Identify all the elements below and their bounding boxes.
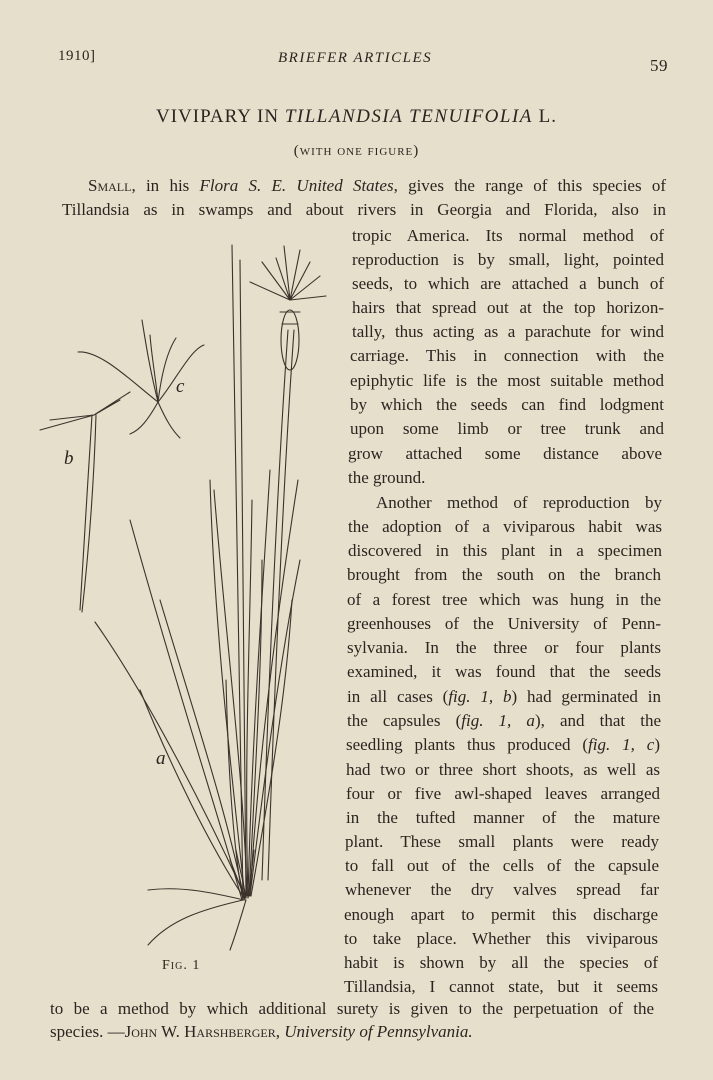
- text-line: whenever the dry valves spread far: [345, 880, 659, 899]
- text-line: greenhouses of the University of Penn-: [347, 614, 661, 633]
- text-line: plant. These small plants were ready: [345, 832, 659, 851]
- title-species: TILLANDSIA TENUIFOLIA: [284, 106, 533, 127]
- text-line: enough apart to permit this discharge: [344, 905, 658, 924]
- text-line: four or five awl-shaped leaves arranged: [346, 784, 660, 803]
- text-line: discovered in this plant in a specimen: [348, 541, 662, 560]
- text-line: carriage. This in connection with the: [350, 346, 664, 365]
- text-line: [50, 1021, 473, 1043]
- text-line: the ground.: [348, 468, 426, 487]
- text-line: sylvania. In the three or four plants: [347, 638, 661, 657]
- text-span: , in his: [131, 176, 200, 195]
- text-line: brought from the south on the branch: [347, 565, 661, 584]
- text-line: the adoption of a viviparous habit was: [348, 517, 662, 536]
- text-line: in the tufted manner of the mature: [346, 808, 660, 827]
- figure-reference: fig. 1, c: [588, 735, 655, 754]
- text-line: tally, thus acting as a parachute for wind: [352, 322, 664, 341]
- figure-label-a: a: [156, 748, 166, 769]
- text-line: reproduction is by small, light, pointed: [352, 250, 664, 269]
- figure-caption: Fig. 1: [162, 958, 201, 973]
- text-span: ), and that the: [534, 711, 661, 730]
- text-span: ,: [275, 1022, 285, 1041]
- text-line: Tillandsia, I cannot state, but it seems: [344, 977, 658, 996]
- figure-label-c: c: [176, 376, 185, 397]
- text-line: by which the seeds can find lodgment: [350, 395, 664, 414]
- tillandsia-illustration: [30, 235, 350, 975]
- text-line: examined, it was found that the seeds: [347, 662, 661, 681]
- text-span: species. —: [50, 1022, 125, 1041]
- text-span: the capsules (: [347, 711, 462, 730]
- article-subtitle: (with one figure): [293, 143, 420, 159]
- running-title: BRIEFER ARTICLES: [278, 50, 433, 66]
- text-line: hairs that spread out at the top horizon-: [352, 298, 664, 317]
- text-line: [347, 686, 661, 708]
- author-signature: John W. Harshberger: [124, 1022, 276, 1041]
- title-suffix: L.: [532, 106, 558, 127]
- text-line: to be a method by which additional surety is given to the perpetuation of the: [50, 999, 654, 1018]
- text-span: ): [654, 735, 660, 754]
- text-line: seeds, to which are attached a bunch of: [352, 274, 664, 293]
- figure-reference: fig. 1, a: [461, 711, 535, 730]
- text-line: habit is shown by all the species of: [344, 953, 658, 972]
- author-affiliation: University of Pennsylvania.: [284, 1022, 473, 1041]
- header-year: 1910]: [58, 48, 96, 64]
- text-line: had two or three short shoots, as well as: [346, 760, 660, 779]
- author-small-caps: Small: [88, 176, 132, 195]
- page-number: 59: [650, 56, 668, 75]
- text-line: grow attached some distance above: [348, 444, 662, 463]
- book-title: Flora S. E. United States: [199, 176, 394, 195]
- text-line: epiphytic life is the most suitable method: [350, 371, 664, 390]
- text-line: [346, 734, 660, 756]
- text-line: Another method of reproduction by: [376, 493, 662, 512]
- text-line: upon some limb or tree trunk and: [350, 419, 664, 438]
- text-line: to take place. Whether this viviparous: [344, 929, 658, 948]
- figure-label-b: b: [64, 448, 74, 469]
- text-span: , gives the range of this species of: [393, 176, 666, 195]
- text-line: [62, 175, 666, 197]
- article-title: [0, 106, 713, 128]
- text-line: tropic America. Its normal method of: [352, 226, 664, 245]
- text-span: ) had germinated in: [511, 687, 661, 706]
- text-line: of a forest tree which was hung in the: [347, 590, 661, 609]
- text-span: seedling plants thus produced (: [346, 735, 589, 754]
- title-prefix: VIVIPARY IN: [155, 106, 285, 127]
- text-line: [347, 710, 661, 732]
- text-line: to fall out of the cells of the capsule: [345, 856, 659, 875]
- text-line: Tillandsia as in swamps and about rivers in Georgia and Florida, also in: [62, 200, 666, 219]
- figure-reference: fig. 1, b: [448, 687, 512, 706]
- text-span: in all cases (: [347, 687, 449, 706]
